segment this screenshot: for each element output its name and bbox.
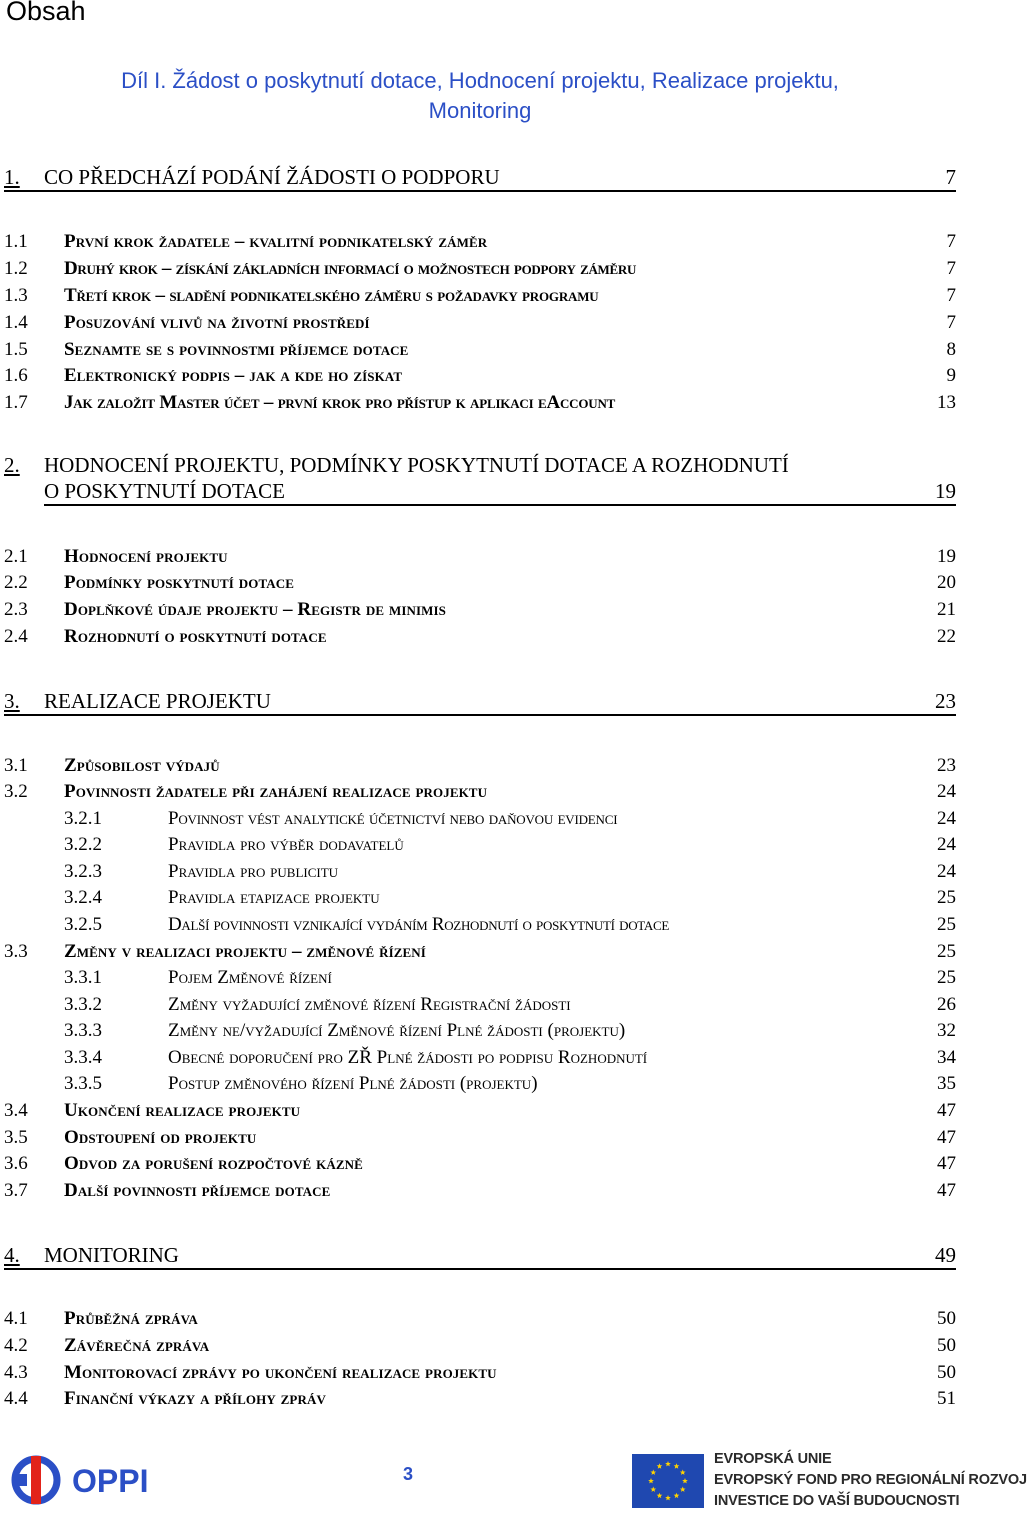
toc-item[interactable] (4, 1307, 956, 1331)
toc-item-page: 47 (937, 1153, 956, 1174)
toc-item[interactable] (4, 754, 956, 778)
toc-item-number: 3.7 (4, 1180, 28, 1201)
toc-item-title: Ukončení realizace projektu (64, 1100, 301, 1121)
toc-item-number: 2.3 (4, 599, 28, 620)
toc-item-page: 24 (937, 834, 956, 855)
toc-item[interactable] (4, 598, 956, 622)
part-heading (0, 66, 960, 126)
toc-item-title: Pojem Změnové řízení (168, 967, 332, 988)
toc-item-title: Změny ne/vyžadující Změnové řízení Plné žádosti (projektu) (168, 1020, 626, 1041)
toc-item-number: 2.4 (4, 626, 28, 647)
toc-item-title: Druhý krok – získání základních informací o možnostech podpory záměru (64, 258, 637, 279)
eu-line1: EVROPSKÁ UNIE (714, 1451, 832, 1467)
toc-item-number: 4.1 (4, 1308, 28, 1329)
toc-item[interactable] (4, 364, 956, 388)
toc-item-number: 1.7 (4, 392, 28, 413)
toc-item-number: 2.1 (4, 546, 28, 567)
toc-item-page: 24 (937, 808, 956, 829)
toc-subitem[interactable] (64, 913, 956, 937)
toc-section-4[interactable] (4, 1242, 956, 1270)
toc-item-number: 3.2 (4, 781, 28, 802)
toc-item-title: Změny v realizaci projektu – změnové řízení (64, 941, 426, 962)
eu-line3: INVESTICE DO VAŠÍ BUDOUCNOSTI (714, 1493, 960, 1509)
toc-item[interactable] (4, 338, 956, 362)
toc-item-page: 20 (937, 572, 956, 593)
toc-item[interactable] (4, 1099, 956, 1123)
toc-item-number: 3.2.4 (64, 887, 102, 908)
toc-item-number: 3.3.1 (64, 967, 102, 988)
toc-item-number: 3.4 (4, 1100, 28, 1121)
toc-item-title: Jak založit Master účet – první krok pro přístup k aplikaci eAccount (64, 392, 616, 413)
toc-section-3[interactable] (4, 688, 956, 716)
toc-item-page: 34 (937, 1047, 956, 1068)
toc-subitem[interactable] (64, 1046, 956, 1070)
toc-item[interactable] (4, 1334, 956, 1358)
toc-section-title-line1: HODNOCENÍ PROJEKTU, PODMÍNKY POSKYTNUTÍ DOTACE A ROZHODNUTÍ (44, 453, 789, 477)
toc-item[interactable] (4, 1361, 956, 1385)
eu-line2: EVROPSKÝ FOND PRO REGIONÁLNÍ ROZVOJ (714, 1472, 1027, 1488)
toc-subitem[interactable] (64, 807, 956, 831)
toc-subitem[interactable] (64, 860, 956, 884)
toc-item-page: 47 (937, 1180, 956, 1201)
toc-item[interactable] (4, 1152, 956, 1176)
toc-item-title: Další povinnosti příjemce dotace (64, 1180, 331, 1201)
toc-subitem[interactable] (64, 993, 956, 1017)
toc-item-title: Pravidla etapizace projektu (168, 887, 380, 908)
oppi-logo-icon (10, 1452, 180, 1508)
toc-item-title: Pravidla pro publicitu (168, 861, 339, 882)
oppi-logo-text: OPPI (72, 1463, 149, 1499)
toc-item-title: Způsobilost výdajů (64, 755, 220, 776)
toc-item-title: Další povinnosti vznikající vydáním Rozhodnutí o poskytnutí dotace (168, 914, 669, 935)
toc-item-page: 25 (937, 941, 956, 962)
page-number: 3 (402, 1464, 413, 1484)
toc-item-page: 51 (937, 1388, 956, 1409)
toc-item-number: 3.3.5 (64, 1073, 102, 1094)
toc-item-page: 26 (937, 994, 956, 1015)
toc-subitem[interactable] (64, 966, 956, 990)
page-title: Obsah (6, 0, 86, 26)
toc-item-title: Obecné doporučení pro ZŘ Plné žádosti po podpisu Rozhodnutí (168, 1047, 648, 1068)
toc-item-page: 24 (937, 781, 956, 802)
toc-item-title: Posuzování vlivů na životní prostředí (64, 312, 370, 333)
toc-item-number: 4.4 (4, 1388, 28, 1409)
toc-section-2[interactable] (4, 452, 956, 506)
toc-item-page: 25 (937, 914, 956, 935)
toc-item-number: 3.3.3 (64, 1020, 102, 1041)
toc-section-page: 7 (945, 165, 956, 189)
toc-item-number: 1.1 (4, 231, 28, 252)
toc-section-1[interactable] (4, 164, 956, 192)
toc-item[interactable] (4, 1387, 956, 1411)
toc-item-number: 4.2 (4, 1335, 28, 1356)
toc-item-number: 2.2 (4, 572, 28, 593)
toc-section-page: 23 (935, 689, 956, 713)
toc-item-number: 3.2.5 (64, 914, 102, 935)
toc-item-number: 3.3.4 (64, 1047, 102, 1068)
toc-item-page: 21 (937, 599, 956, 620)
toc-item-page: 47 (937, 1100, 956, 1121)
toc-item-title: Podmínky poskytnutí dotace (64, 572, 295, 593)
toc-item-number: 3.2.2 (64, 834, 102, 855)
toc-item[interactable] (4, 940, 956, 964)
toc-section-page: 49 (935, 1243, 956, 1267)
toc-item[interactable] (4, 1126, 956, 1150)
toc-item-number: 1.5 (4, 339, 28, 360)
toc-subitem[interactable] (64, 886, 956, 910)
toc-item-page: 9 (946, 365, 956, 386)
toc-section-title: REALIZACE PROJEKTU (44, 689, 271, 713)
toc-item-page: 25 (937, 887, 956, 908)
toc-item[interactable] (4, 545, 956, 569)
toc-subitem[interactable] (64, 1072, 956, 1096)
toc-item-page: 23 (937, 755, 956, 776)
toc-item-title: Odvod za porušení rozpočtové kázně (64, 1153, 363, 1174)
eu-caption (714, 1449, 1027, 1512)
toc-section-title: MONITORING (44, 1243, 179, 1267)
toc-item[interactable] (4, 257, 956, 281)
toc-item-title: Doplňkové údaje projektu – Registr de minimis (64, 599, 446, 620)
toc-item-number: 3.2.3 (64, 861, 102, 882)
toc-item-page: 7 (946, 285, 956, 306)
toc-item-page: 19 (937, 546, 956, 567)
oppi-logo (10, 1452, 180, 1508)
toc-section-number: 4. (4, 1243, 20, 1267)
toc-subitem[interactable] (64, 833, 956, 857)
toc-item-title: Průběžná zpráva (64, 1308, 198, 1329)
toc-item-title: Postup změnového řízení Plné žádosti (projektu) (168, 1073, 538, 1094)
toc-item[interactable] (4, 780, 956, 804)
toc-item-number: 3.5 (4, 1127, 28, 1148)
toc-item[interactable] (4, 230, 956, 254)
toc-item-title: Rozhodnutí o poskytnutí dotace (64, 626, 327, 647)
toc-item-page: 50 (937, 1308, 956, 1329)
toc-item-title: Závěrečná zpráva (64, 1335, 210, 1356)
toc-item[interactable] (4, 284, 956, 308)
toc-item-number: 3.1 (4, 755, 28, 776)
toc-item[interactable] (4, 1179, 956, 1203)
toc-item-title: Povinnost vést analytické účetnictví nebo daňovou evidenci (168, 808, 618, 829)
toc-item-page: 25 (937, 967, 956, 988)
toc-item-page: 50 (937, 1335, 956, 1356)
toc-item-number: 3.2.1 (64, 808, 102, 829)
eu-flag-icon (632, 1454, 704, 1508)
toc-item-title: Třetí krok – sladění podnikatelského záměru s požadavky programu (64, 285, 599, 306)
toc-item-title: Seznamte se s povinnostmi příjemce dotace (64, 339, 409, 360)
toc-item-page: 13 (937, 392, 956, 413)
toc-item-title: Elektronický podpis – jak a kde ho získat (64, 365, 403, 386)
toc-item[interactable] (4, 311, 956, 335)
toc-item-page: 24 (937, 861, 956, 882)
toc-item-number: 1.3 (4, 285, 28, 306)
toc-section-page: 19 (935, 478, 956, 506)
toc-section-title-line2: O POSKYTNUTÍ DOTACE (44, 478, 935, 506)
toc-item[interactable] (4, 391, 956, 415)
toc-item-number: 3.3 (4, 941, 28, 962)
toc-item[interactable] (4, 625, 956, 649)
toc-section-title: CO PŘEDCHÁZÍ PODÁNÍ ŽÁDOSTI O PODPORU (44, 165, 500, 189)
toc-section-number: 2. (4, 453, 20, 477)
toc-item-title: První krok žadatele – kvalitní podnikatelský záměr (64, 231, 488, 252)
toc-item-title: Finanční výkazy a přílohy zpráv (64, 1388, 326, 1409)
toc-item-page: 7 (946, 231, 956, 252)
toc-item-page: 7 (946, 312, 956, 333)
toc-item-title: Monitorovací zprávy po ukončení realizace projektu (64, 1362, 497, 1383)
toc-section-number: 3. (4, 689, 20, 713)
toc-item-page: 22 (937, 626, 956, 647)
toc-item[interactable] (4, 571, 956, 595)
toc-item-page: 8 (946, 339, 956, 360)
toc-item-page: 47 (937, 1127, 956, 1148)
toc-item-number: 4.3 (4, 1362, 28, 1383)
toc-item-number: 1.6 (4, 365, 28, 386)
toc-item-number: 3.3.2 (64, 994, 102, 1015)
toc-item-title: Hodnocení projektu (64, 546, 228, 567)
toc-item-title: Povinnosti žadatele při zahájení realizace projektu (64, 781, 488, 802)
toc-item-title: Pravidla pro výběr dodavatelů (168, 834, 404, 855)
toc-item-page: 35 (937, 1073, 956, 1094)
part-heading-line2: Monitoring (428, 98, 532, 123)
toc-item-title: Změny vyžadující změnové řízení Registrační žádosti (168, 994, 571, 1015)
toc-item-page: 32 (937, 1020, 956, 1041)
toc-item-page: 7 (946, 258, 956, 279)
part-heading-line1: Díl I. Žádost o poskytnutí dotace, Hodnocení projektu, Realizace projektu, (121, 68, 839, 93)
toc-item-title: Odstoupení od projektu (64, 1127, 257, 1148)
toc-item-number: 1.4 (4, 312, 28, 333)
toc-item-number: 1.2 (4, 258, 28, 279)
toc-subitem[interactable] (64, 1019, 956, 1043)
toc-item-page: 50 (937, 1362, 956, 1383)
toc-item-number: 3.6 (4, 1153, 28, 1174)
toc-section-number: 1. (4, 165, 20, 189)
